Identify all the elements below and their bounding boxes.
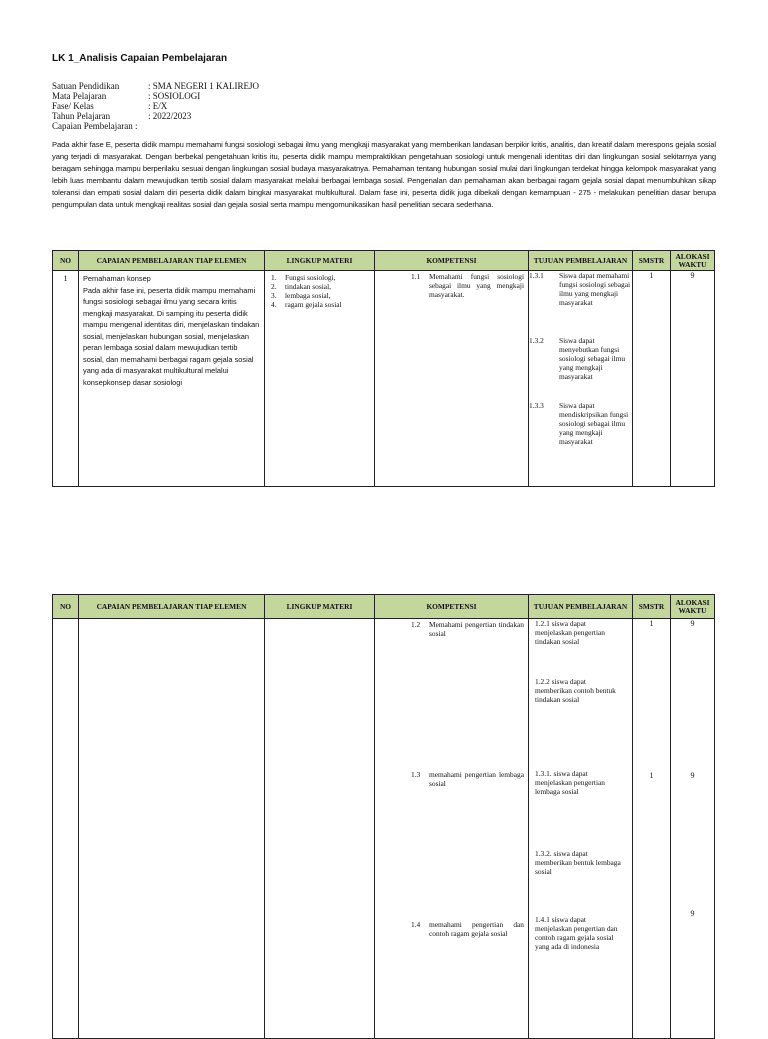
analysis-table-2 [52, 594, 715, 1039]
lingkup-cell [265, 619, 375, 1039]
table-header-row [53, 595, 715, 619]
alokasi-cell: 9 [671, 271, 715, 487]
kompetensi-item [375, 919, 528, 938]
meta-row-tahun [52, 111, 259, 121]
header-smstr: SMSTR [633, 595, 671, 619]
alokasi-cell [671, 619, 715, 1039]
meta-label: Satuan Pendidikan [52, 81, 120, 91]
list-number: 2. [271, 282, 277, 291]
meta-value: : SOSIOLOGI [148, 91, 201, 101]
header-alokasi: ALOKASI WAKTU [671, 595, 715, 619]
smstr-cell [633, 619, 671, 1039]
row-number: 1 [53, 271, 79, 487]
kompetensi-text: memahami pengertian dan contoh ragam gejala sosial [429, 920, 524, 938]
alokasi-value: 9 [690, 909, 695, 918]
list-item [265, 273, 374, 282]
list-text: ragam gejala sosial [285, 300, 342, 309]
tujuan-item: 1.2.2 siswa dapat memberikan contoh bentuk tindakan sosial [535, 677, 616, 704]
meta-label: Fase/ Kelas [52, 101, 94, 111]
meta-value: : SMA NEGERI 1 KALIREJO [148, 81, 260, 91]
tujuan-item [529, 271, 632, 336]
kompetensi-item [375, 619, 528, 638]
alokasi-value: 9 [690, 619, 695, 628]
tujuan-item: 1.3.2. siswa dapat memberikan bentuk lembaga sosial [535, 849, 621, 876]
tujuan-text: Siswa dapat memahami fungsi sosiologi sebagai ilmu yang mengkaji masyarakat [559, 271, 631, 307]
header-no: NO [53, 595, 79, 619]
list-text: Fungsi sosiologi, [285, 273, 336, 282]
header-capaian: CAPAIAN PEMBELAJARAN TIAP ELEMEN [79, 251, 265, 271]
kompetensi-text: Memahami pengertian tindakan sosial [429, 620, 524, 638]
tujuan-text: Siswa dapat mendiskripsikan fungsi sosiologi sebagai ilmu yang mengkaji masyarakat [559, 401, 629, 446]
kompetensi-text: memahami pengertian lembaga sosial [429, 770, 524, 788]
smstr-value: 1 [649, 771, 654, 780]
table-row [53, 271, 715, 487]
capaian-cell [79, 271, 265, 487]
tujuan-text: Siswa dapat menyebutkan fungsi sosiologi sebagai ilmu yang mengkaji masyarakat [559, 336, 626, 381]
list-text: tindakan sosial, [285, 282, 331, 291]
list-item [265, 291, 374, 300]
document-title: LK 1_Analisis Capaian Pembelajaran [52, 53, 228, 64]
header-smstr: SMSTR [633, 251, 671, 271]
kompetensi-item [375, 769, 528, 788]
tujuan-item [529, 401, 632, 446]
list-number: 3. [271, 291, 277, 300]
kompetensi-cell [375, 619, 529, 1039]
meta-row-fase [52, 101, 259, 111]
table-header-row [53, 251, 715, 271]
cp-heading: Capaian Pembelajaran : [52, 121, 138, 131]
header-alokasi: ALOKASI WAKTU [671, 251, 715, 271]
list-item [265, 282, 374, 291]
capaian-title: Pemahaman konsep [83, 274, 151, 283]
kompetensi-number: 1.4 [411, 920, 421, 929]
smstr-value: 1 [649, 619, 654, 628]
tujuan-cell [529, 619, 633, 1039]
list-number: 1. [271, 273, 277, 282]
kompetensi-cell [375, 271, 529, 487]
tujuan-cell [529, 271, 633, 487]
kompetensi-number: 1.1 [411, 272, 421, 281]
tujuan-item: 1.4.1 siswa dapat menjelaskan pengertian dan contoh ragam gejala sosial yang ada di indonesia [535, 915, 618, 951]
row-number [53, 619, 79, 1039]
identity-block [52, 81, 259, 131]
meta-row-satuan [52, 81, 259, 91]
kompetensi-number: 1.3 [411, 770, 421, 779]
header-no: NO [53, 251, 79, 271]
header-lingkup: LINGKUP MATERI [265, 595, 375, 619]
meta-label: Mata Pelajaran [52, 91, 107, 101]
header-tujuan: TUJUAN PEMBELAJARAN [529, 251, 633, 271]
alokasi-value: 9 [690, 771, 695, 780]
header-kompetensi: KOMPETENSI [375, 595, 529, 619]
capaian-body: Pada akhir fase ini, peserta didik mampu memahami fungsi sosiologi sebagai ilmu yang secara kritis mengkaji masyarakat. Di samping itu peserta didik mampu mengenal identitas diri, menjelaskan tindakan sosial, menjelaskan hubungan sosial, menjelaskan peran lembaga sosial dalam mewujudkan tertib sosial, dan memahami berbagai ragam gejala sosial yang ada di masyarakat multikultural melalui konsepkonsep dasar sosiologi [83, 285, 260, 387]
cp-paragraph: Pada akhir fase E, peserta didik mampu memahami fungsi sosiologi sebagai ilmu yang mengkaji masyarakat yang memberikan landasan berpikir kritis, analitis, dan kreatif dalam merespons gejala sosial yang terjadi di masyarakat. Dengan berbekal pengetahuan kritis itu, peserta didik mampu mempraktikkan pengetahuan sosiologi untuk mengenali identitas diri dan lingkungan sosial sekitarnya yang beragam sehingga mampu berperilaku sesuai dengan lingkungan sosial budaya masyarakatnya. Pemahaman tentang hubungan sosial mulai dari lingkungan terdekat hingga kelompok masyarakat yang lebih luas membantu dalam mewujudkan tertib sosial dalam masyarakat melalui berbagai lembaga sosial. Pengenalan dan pemahaman akan berbagai ragam gejala sosial dapat menumbuhkan sikap toleransi dan empati sosial dalam diri peserta didik dalam bingkai masyarakat multikultural. Dalam fase ini, peserta didik juga dibekali dengan kemampuan - 275 - melakukan penelitian dasar berupa pengumpulan data untuk mengkaji realitas sosial dan gejala sosial serta mampu mengomunikasikan hasil penelitian secara sederhana. [52, 140, 716, 209]
tujuan-number: 1.3.1 [529, 271, 544, 280]
tujuan-item: 1.2.1 siswa dapat menjelaskan pengertian tindakan sosial [535, 619, 605, 646]
list-number: 4. [271, 300, 277, 309]
tujuan-item: 1.3.1. siswa dapat menjelaskan pengertian lembaga sosial [535, 769, 605, 796]
analysis-table-1 [52, 250, 715, 487]
tujuan-number: 1.3.2 [529, 336, 544, 345]
list-item [265, 300, 374, 309]
header-kompetensi: KOMPETENSI [375, 251, 529, 271]
meta-value: : E/X [148, 101, 168, 111]
lingkup-list [265, 273, 374, 309]
capaian-cell [79, 619, 265, 1039]
meta-label: Tahun Pelajaran [52, 111, 111, 121]
kompetensi-text: Memahami fungsi sosiologi sebagai ilmu yang mengkaji masyarakat. [429, 272, 524, 299]
header-lingkup: LINGKUP MATERI [265, 251, 375, 271]
tujuan-item [529, 336, 632, 401]
header-tujuan: TUJUAN PEMBELAJARAN [529, 595, 633, 619]
table-row [53, 619, 715, 1039]
meta-value: : 2022/2023 [148, 111, 192, 121]
meta-row-mapel [52, 91, 259, 101]
kompetensi-item [375, 271, 528, 299]
smstr-cell: 1 [633, 271, 671, 487]
header-capaian: CAPAIAN PEMBELAJARAN TIAP ELEMEN [79, 595, 265, 619]
list-text: lembaga sosial, [285, 291, 331, 300]
kompetensi-number: 1.2 [411, 620, 421, 629]
lingkup-cell [265, 271, 375, 487]
tujuan-number: 1.3.3 [529, 401, 544, 410]
